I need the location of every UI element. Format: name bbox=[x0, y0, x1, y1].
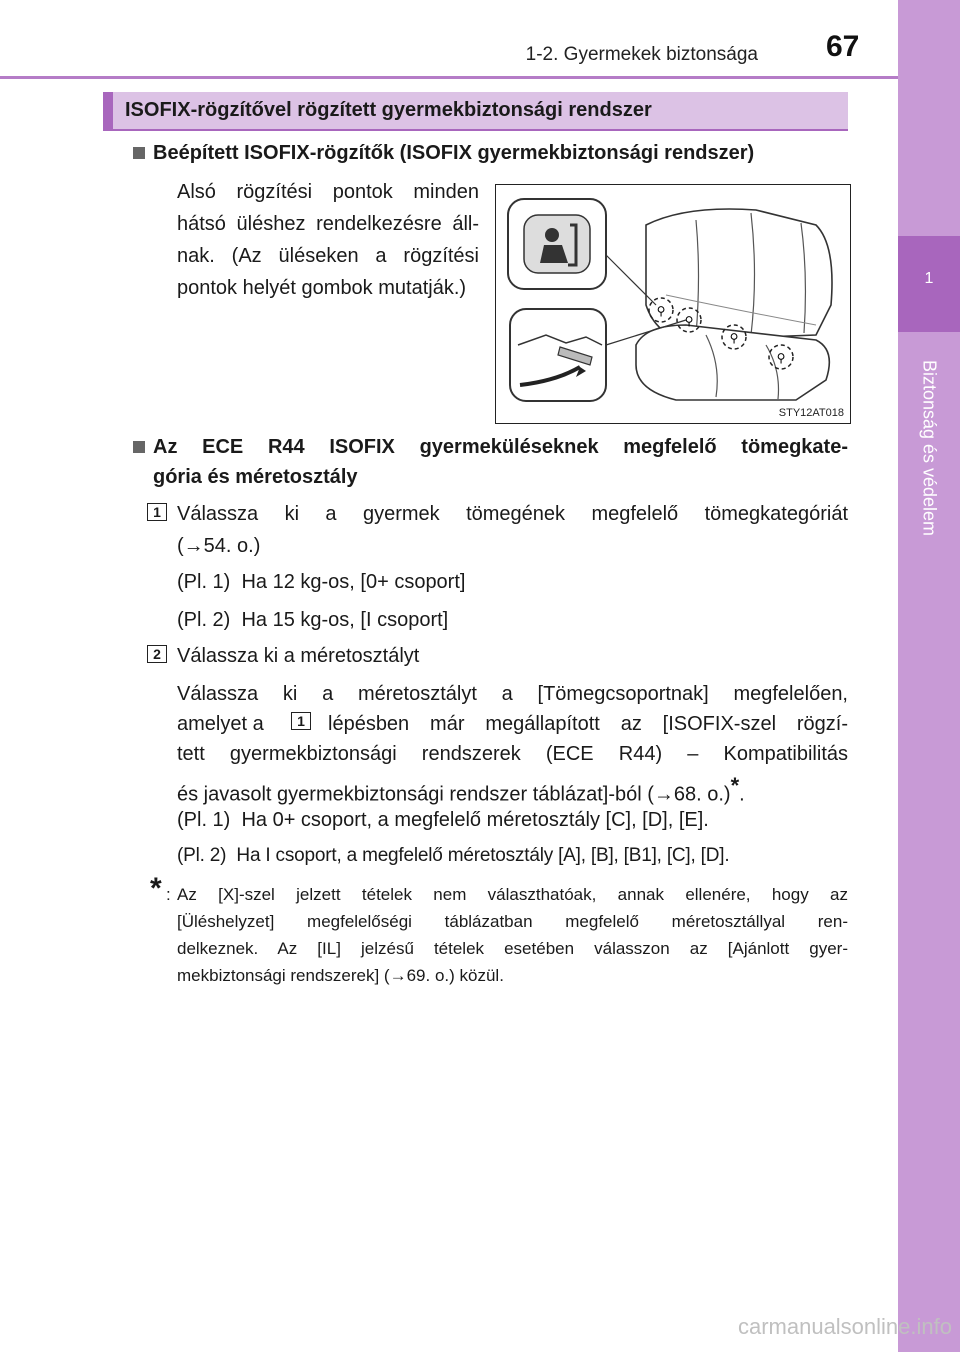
footnote-line4: mekbiztonsági rendszerek] (→69. o.) közül. bbox=[177, 966, 504, 985]
footnote-star-ref: * bbox=[730, 773, 740, 798]
step-2-line2-end: lépésben már megállapított az [ISOFIX-szel rögzí- bbox=[328, 713, 848, 735]
watermark: carmanualsonline.info bbox=[737, 1314, 952, 1339]
step-2-line4-end: . bbox=[739, 783, 745, 806]
header-section-title: 1-2. Gyermekek biztonsága bbox=[525, 44, 758, 65]
intro-line: Alsó rögzítési pontok minden bbox=[177, 181, 479, 203]
block2-heading-line1: Az ECE R44 ISOFIX gyermeküléseknek megfelelő tömegkate- bbox=[153, 436, 848, 458]
step-1-line1: Válassza ki a gyermek tömegének megfelelő tömegkategóriát bbox=[177, 503, 848, 525]
square-bullet-icon bbox=[133, 441, 145, 453]
section-title-rule bbox=[103, 129, 848, 131]
section-title: ISOFIX-rögzítővel rögzített gyermekbiztonsági rendszer bbox=[125, 99, 652, 121]
footnote-star: * bbox=[150, 872, 162, 905]
rear-seat-illustration bbox=[496, 185, 851, 424]
block1-heading: Beépített ISOFIX-rögzítők (ISOFIX gyermekbiztonsági rendszer) bbox=[153, 142, 755, 164]
chapter-number: 1 bbox=[924, 270, 934, 287]
step-2-title: Válassza ki a méretosztályt bbox=[177, 645, 420, 667]
example-3: (Pl. 1) Ha 0+ csoport, a megfelelő méretosztály [C], [D], [E]. bbox=[177, 809, 709, 831]
block2-heading-line2: gória és méretosztály bbox=[153, 466, 358, 488]
svg-text:⚲: ⚲ bbox=[729, 331, 739, 345]
footnote-line3: delkeznek. Az [IL] jelzésű tételek esetében válasszon az [Ajánlott gyer- bbox=[177, 939, 848, 958]
figure-code: STY12AT018 bbox=[778, 407, 844, 419]
block1-intro-text bbox=[177, 176, 479, 304]
square-bullet-icon bbox=[133, 147, 145, 159]
example-2: (Pl. 2) Ha 15 kg-os, [I csoport] bbox=[177, 609, 449, 631]
example-4: (Pl. 2) Ha I csoport, a megfelelő méretosztály [A], [B], [B1], [C], [D]. bbox=[177, 845, 730, 866]
intro-line: pontok helyét gombok mutatják.) bbox=[177, 277, 467, 299]
step-2-badge: 2 bbox=[147, 645, 167, 663]
step-2-line4-text: és javasolt gyermekbiztonsági rendszer táblázat]-ból (→68. o.) bbox=[177, 783, 731, 806]
step-2-line1: Válassza ki a méretosztályt a [Tömegcsoportnak] megfelelően, bbox=[177, 683, 848, 705]
chapter-side-tab bbox=[898, 0, 960, 1352]
step-1-line2: (→54. o.) bbox=[177, 535, 261, 557]
step-2-line3: tett gyermekbiztonsági rendszerek (ECE R44) – Kompatibilitás bbox=[177, 743, 848, 765]
step-2-line2-start: amelyet a bbox=[177, 713, 264, 735]
step-1-badge: 1 bbox=[147, 503, 167, 521]
isofix-seat-figure bbox=[495, 184, 851, 424]
footnote-colon: : bbox=[166, 885, 171, 904]
step-1-inline-badge: 1 bbox=[291, 712, 311, 730]
intro-line: nak. (Az üléseken a rögzítési bbox=[177, 245, 479, 267]
footnote-line2: [Üléshelyzet] megfelelőségi táblázatban megfelelő méretosztállyal ren- bbox=[177, 912, 848, 931]
intro-line: hátsó üléshez rendelkezésre áll- bbox=[177, 213, 479, 235]
chapter-label: Biztonság és védelem bbox=[919, 359, 940, 537]
example-1: (Pl. 1) Ha 12 kg-os, [0+ csoport] bbox=[177, 571, 466, 593]
svg-text:⚲: ⚲ bbox=[684, 314, 694, 328]
page-number: 67 bbox=[826, 30, 860, 63]
svg-text:⚲: ⚲ bbox=[776, 351, 786, 365]
section-title-bar bbox=[103, 92, 848, 130]
svg-text:⚲: ⚲ bbox=[656, 304, 666, 318]
footnote-line1: Az [X]-szel jelzett tételek nem választhatóak, annak ellenére, hogy az bbox=[177, 885, 848, 904]
header-rule bbox=[0, 76, 898, 79]
